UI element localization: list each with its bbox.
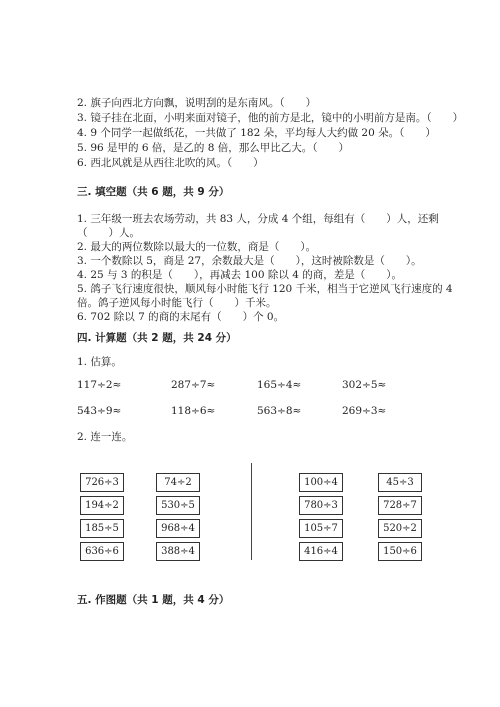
- connect-box-right-b[interactable]: 520÷2: [378, 519, 422, 538]
- connect-box-right-a[interactable]: 780÷3: [299, 496, 343, 515]
- estimate-item: 287÷7≈: [171, 379, 216, 391]
- judge-item-2: 2. 旗子向西北方向飘，说明刮的是东南风。（ ）: [77, 97, 317, 109]
- connect-divider: [251, 463, 252, 560]
- draw-section-title: 五. 作图题（共 1 题，共 4 分）: [77, 594, 230, 606]
- judge-item-6: 6. 西北风就是从西往北吹的风。（ ）: [77, 157, 264, 169]
- fill-item-3: 3. 一个数除以 5，商是 27，余数最大是（ ），这时被除数是（ ）。: [77, 255, 422, 267]
- judge-item-5: 5. 96 是甲的 6 倍，是乙的 8 倍，那么甲比乙大。（ ）: [77, 142, 350, 154]
- fill-item-5: 5. 鸽子飞行速度很快，顺风每小时能飞行 120 千米，相当于它逆风飞行速度的 4: [77, 283, 453, 295]
- judge-item-3: 3. 镜子挂在北面，小明来面对镜子，他的前方是北，镜中的小明前方是南。（ ）: [77, 112, 464, 124]
- estimate-item: 117÷2≈: [77, 379, 122, 391]
- estimate-item: 165÷4≈: [257, 379, 302, 391]
- fill-item-6: 6. 702 除以 7 的商的末尾有（ ）个 0。: [77, 311, 285, 323]
- connect-box-right-a[interactable]: 416÷4: [299, 542, 343, 561]
- fill-item-1-cont: （ ）人。: [77, 227, 140, 239]
- connect-box-left-b[interactable]: 968÷4: [156, 519, 200, 538]
- fill-item-2: 2. 最大的两位数除以最大的一位数，商是（ ）。: [77, 241, 317, 253]
- estimate-item: 563÷8≈: [257, 405, 302, 417]
- connect-box-right-b[interactable]: 45÷3: [378, 473, 422, 492]
- connect-box-right-a[interactable]: 100÷4: [299, 473, 343, 492]
- estimate-item: 269÷3≈: [342, 405, 387, 417]
- judge-item-4: 4. 9 个同学一起做纸花，一共做了 182 朵，平均每人大约做 20 朵。（ ）: [77, 127, 436, 139]
- estimate-label: 1. 估算。: [77, 356, 122, 368]
- calc-section-title: 四. 计算题（共 2 题，共 24 分）: [77, 332, 237, 344]
- connect-box-left-b[interactable]: 388÷4: [156, 542, 200, 561]
- estimate-item: 118÷6≈: [171, 405, 216, 417]
- fill-item-4: 4. 25 与 3 的积是（ ），再减去 100 除以 4 的商，差是（ ）。: [77, 269, 402, 281]
- connect-box-left-b[interactable]: 530÷5: [156, 496, 200, 515]
- connect-box-right-a[interactable]: 105÷7: [299, 519, 343, 538]
- connect-box-left-a[interactable]: 194÷2: [80, 496, 124, 515]
- fill-section-title: 三. 填空题（共 6 题，共 9 分）: [77, 186, 230, 198]
- connect-box-left-a[interactable]: 636÷6: [80, 542, 124, 561]
- estimate-item: 543÷9≈: [77, 405, 122, 417]
- fill-item-1: 1. 三年级一班去农场劳动，共 83 人，分成 4 个组，每组有（ ）人，还剩: [77, 213, 439, 225]
- connect-label: 2. 连一连。: [77, 431, 133, 443]
- fill-item-5-cont: 倍。鸽子逆风每小时能飞行（ ）千米。: [77, 297, 277, 309]
- connect-box-left-a[interactable]: 726÷3: [80, 473, 124, 492]
- connect-box-right-b[interactable]: 150÷6: [378, 542, 422, 561]
- estimate-item: 302÷5≈: [342, 379, 387, 391]
- connect-box-left-b[interactable]: 74÷2: [156, 473, 200, 492]
- connect-box-right-b[interactable]: 728÷7: [378, 496, 422, 515]
- connect-box-left-a[interactable]: 185÷5: [80, 519, 124, 538]
